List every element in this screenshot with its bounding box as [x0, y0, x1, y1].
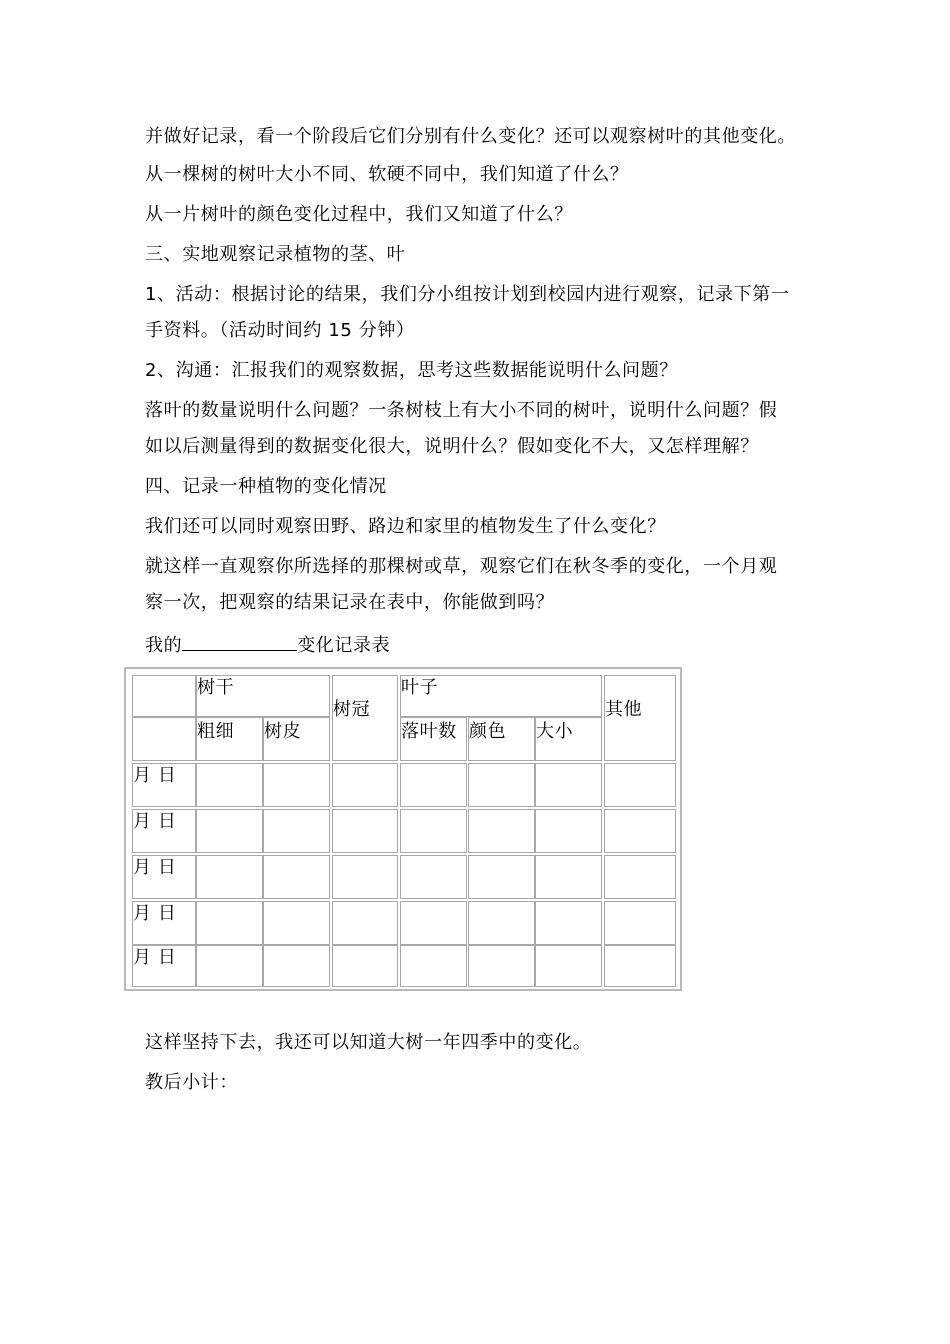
header-bark	[263, 717, 330, 761]
fill-in-blank	[182, 632, 297, 651]
entry-cell	[535, 763, 602, 807]
header-leaves-label: 叶子	[401, 677, 439, 698]
entry-cell	[468, 763, 535, 807]
date-cell	[132, 855, 196, 899]
date-label: 月 日	[133, 765, 177, 786]
entry-cell	[332, 901, 398, 945]
entry-cell	[535, 945, 602, 987]
entry-cell	[400, 945, 467, 987]
header-thickness-label: 粗细	[197, 721, 235, 742]
date-cell	[132, 763, 196, 807]
corner-cell	[132, 675, 196, 717]
entry-cell	[604, 855, 676, 899]
entry-cell	[468, 901, 535, 945]
entry-cell	[196, 945, 263, 987]
date-label: 月 日	[133, 857, 177, 878]
header-other	[604, 675, 676, 761]
paragraph-line: 如以后测量得到的数据变化很大，说明什么？假如变化不大，又怎样理解？	[145, 436, 759, 457]
entry-cell	[196, 901, 263, 945]
header-crown	[332, 675, 398, 761]
table-caption-prefix: 我的	[145, 635, 183, 656]
date-label: 月 日	[133, 903, 177, 924]
entry-cell	[468, 809, 535, 853]
entry-cell	[400, 855, 467, 899]
header-fallen-count	[400, 717, 467, 761]
entry-cell	[196, 855, 263, 899]
header-trunk	[196, 675, 330, 717]
header-color	[468, 717, 535, 761]
paragraph-line: 我们还可以同时观察田野、路边和家里的植物发生了什么变化？	[145, 516, 666, 537]
header-size-label: 大小	[536, 721, 574, 742]
paragraph-line: 从一棵树的树叶大小不同、软硬不同中，我们知道了什么？	[145, 164, 629, 185]
entry-cell	[604, 901, 676, 945]
date-cell	[132, 901, 196, 945]
entry-cell	[332, 763, 398, 807]
paragraph-line: 就这样一直观察你所选择的那棵树或草，观察它们在秋冬季的变化，一个月观	[145, 556, 778, 577]
section-heading: 四、记录一种植物的变化情况	[145, 476, 387, 497]
entry-cell	[604, 763, 676, 807]
notes-label: 教后小计：	[145, 1072, 238, 1093]
header-other-label: 其他	[605, 699, 643, 720]
entry-cell	[263, 763, 330, 807]
entry-cell	[332, 809, 398, 853]
table-caption-suffix: 变化记录表	[297, 635, 391, 656]
header-color-label: 颜色	[469, 721, 507, 742]
paragraph-line: 1、活动：根据讨论的结果，我们分小组按计划到校园内进行观察，记录下第一	[145, 284, 790, 305]
entry-cell	[263, 855, 330, 899]
entry-cell	[263, 809, 330, 853]
entry-cell	[263, 945, 330, 987]
entry-cell	[535, 901, 602, 945]
date-label: 月 日	[133, 811, 177, 832]
header-thickness	[196, 717, 263, 761]
paragraph-line: 并做好记录，看一个阶段后它们分别有什么变化？还可以观察树叶的其他变化。	[145, 126, 796, 147]
entry-cell	[400, 763, 467, 807]
entry-cell	[196, 809, 263, 853]
header-size	[535, 717, 602, 761]
header-fallen-count-label: 落叶数	[401, 721, 457, 742]
entry-cell	[468, 855, 535, 899]
entry-cell	[196, 763, 263, 807]
section-heading: 三、实地观察记录植物的茎、叶	[145, 244, 406, 265]
entry-cell	[535, 809, 602, 853]
date-label: 月 日	[133, 947, 177, 968]
corner-cell	[132, 717, 196, 761]
paragraph-line: 落叶的数量说明什么问题？一条树枝上有大小不同的树叶，说明什么问题？假	[145, 400, 778, 421]
entry-cell	[400, 901, 467, 945]
paragraph-line: 这样坚持下去，我还可以知道大树一年四季中的变化。	[145, 1032, 592, 1053]
paragraph-line: 手资料。（活动时间约 15 分钟）	[145, 320, 415, 341]
entry-cell	[535, 855, 602, 899]
entry-cell	[332, 855, 398, 899]
entry-cell	[468, 945, 535, 987]
header-bark-label: 树皮	[264, 721, 302, 742]
paragraph-line: 察一次，把观察的结果记录在表中，你能做到吗？	[145, 592, 555, 613]
header-leaves	[400, 675, 602, 717]
entry-cell	[604, 809, 676, 853]
entry-cell	[604, 945, 676, 987]
header-crown-label: 树冠	[333, 699, 371, 720]
table-caption	[145, 632, 390, 657]
entry-cell	[400, 809, 467, 853]
entry-cell	[332, 945, 398, 987]
header-trunk-label: 树干	[197, 677, 235, 698]
entry-cell	[263, 901, 330, 945]
paragraph-line: 2、沟通：汇报我们的观察数据，思考这些数据能说明什么问题？	[145, 360, 678, 381]
date-cell	[132, 945, 196, 987]
date-cell	[132, 809, 196, 853]
paragraph-line: 从一片树叶的颜色变化过程中，我们又知道了什么？	[145, 204, 573, 225]
observation-table	[124, 667, 682, 991]
